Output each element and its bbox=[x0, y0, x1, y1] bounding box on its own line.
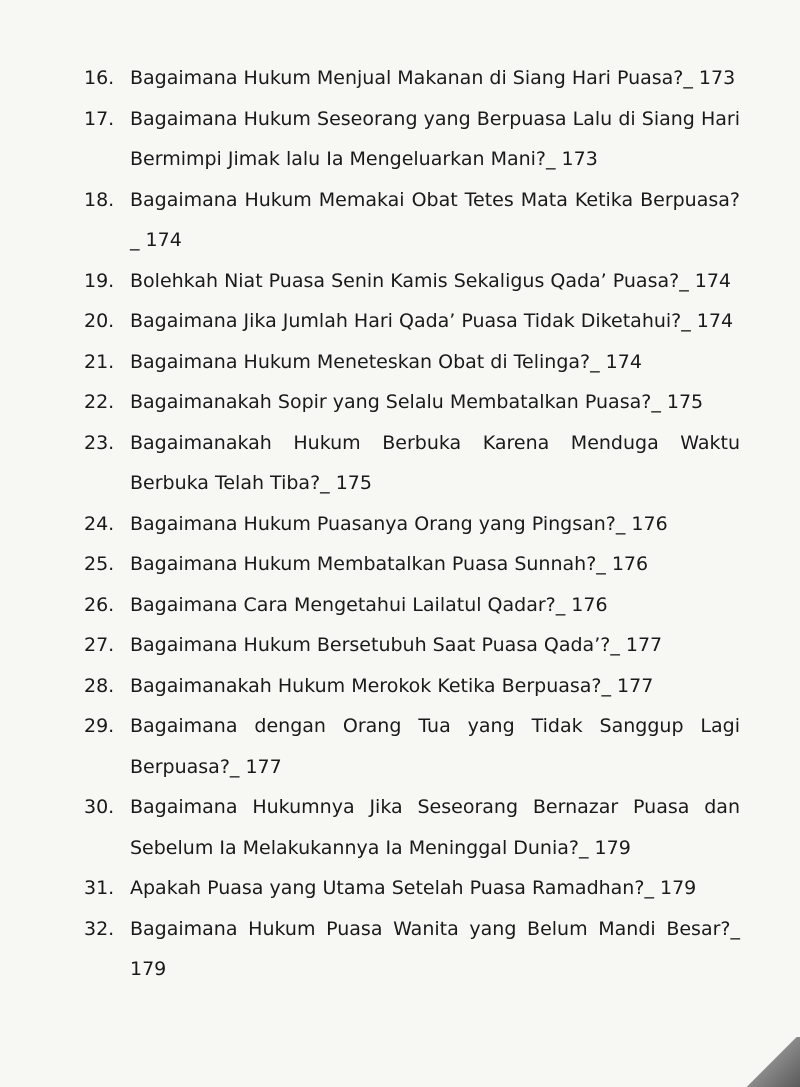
toc-entry bbox=[84, 342, 740, 383]
toc-entry bbox=[84, 909, 740, 990]
entry-title: Bagaimana Hukum Seseorang yang Berpuasa Lalu di Siang Hari Bermimpi Jimak lalu Ia Mengeluarkan Mani?_ 173 bbox=[130, 107, 740, 170]
entry-title: Bagaimanakah Sopir yang Selalu Membatalkan Puasa?_ 175 bbox=[130, 391, 704, 413]
entry-number: 17. bbox=[84, 107, 115, 130]
entry-number: 22. bbox=[84, 391, 115, 413]
entry-number: 30. bbox=[84, 796, 115, 818]
toc-entry bbox=[84, 382, 740, 423]
entry-number: 23. bbox=[84, 431, 115, 454]
page-corner-shadow bbox=[730, 1037, 800, 1087]
toc-entry bbox=[84, 99, 740, 180]
entry-number: 29. bbox=[84, 715, 115, 737]
entry-title: Bagaimana Hukum Puasa Wanita yang Belum Mandi Besar?_ 179 bbox=[130, 917, 740, 980]
entry-number: 16. bbox=[84, 67, 115, 89]
toc-entry bbox=[84, 625, 740, 666]
table-of-contents bbox=[84, 58, 740, 990]
entry-number: 32. bbox=[84, 917, 115, 940]
entry-number: 21. bbox=[84, 350, 115, 373]
toc-entry bbox=[84, 301, 740, 342]
entry-title: Bagaimana Hukum Meneteskan Obat di Telinga?_ 174 bbox=[130, 350, 642, 373]
entry-title: Bagaimana Hukumnya Jika Seseorang Bernazar Puasa dan Sebelum Ia Melakukannya Ia Meninggal Dunia?_ 179 bbox=[130, 796, 740, 859]
entry-number: 19. bbox=[84, 269, 115, 292]
entry-title: Bagaimana Hukum Puasanya Orang yang Pingsan?_ 176 bbox=[130, 512, 668, 535]
entry-title: Bagaimana Cara Mengetahui Lailatul Qadar?_ 176 bbox=[130, 593, 608, 616]
entry-number: 28. bbox=[84, 674, 115, 697]
entry-number: 18. bbox=[84, 188, 115, 211]
entry-number: 26. bbox=[84, 593, 115, 616]
toc-entry bbox=[84, 666, 740, 707]
entry-title: Bagaimana Jika Jumlah Hari Qada’ Puasa Tidak Diketahui?_ 174 bbox=[130, 310, 734, 332]
toc-entry bbox=[84, 868, 740, 909]
entry-title: Bagaimanakah Hukum Merokok Ketika Berpuasa?_ 177 bbox=[130, 674, 654, 697]
entry-title: Apakah Puasa yang Utama Setelah Puasa Ramadhan?_ 179 bbox=[130, 877, 697, 899]
toc-entry bbox=[84, 423, 740, 504]
toc-entry bbox=[84, 585, 740, 626]
toc-entry bbox=[84, 261, 740, 302]
entry-number: 31. bbox=[84, 877, 115, 899]
entry-number: 24. bbox=[84, 512, 115, 535]
toc-entry bbox=[84, 706, 740, 787]
entry-title: Bolehkah Niat Puasa Senin Kamis Sekaligus Qada’ Puasa?_ 174 bbox=[130, 269, 732, 292]
entry-title: Bagaimanakah Hukum Berbuka Karena Menduga Waktu Berbuka Telah Tiba?_ 175 bbox=[130, 431, 740, 494]
toc-entry bbox=[84, 787, 740, 868]
entry-number: 27. bbox=[84, 634, 115, 656]
entry-title: Bagaimana dengan Orang Tua yang Tidak Sanggup Lagi Berpuasa?_ 177 bbox=[130, 715, 740, 778]
entry-title: Bagaimana Hukum Memakai Obat Tetes Mata Ketika Berpuasa?_ 174 bbox=[130, 188, 740, 251]
entry-title: Bagaimana Hukum Bersetubuh Saat Puasa Qada’?_ 177 bbox=[130, 634, 663, 656]
entry-title: Bagaimana Hukum Membatalkan Puasa Sunnah?_ 176 bbox=[130, 553, 649, 575]
entry-title: Bagaimana Hukum Menjual Makanan di Siang Hari Puasa?_ 173 bbox=[130, 67, 736, 89]
entry-number: 20. bbox=[84, 310, 115, 332]
toc-entry bbox=[84, 544, 740, 585]
toc-entry bbox=[84, 58, 740, 99]
entry-number: 25. bbox=[84, 553, 115, 575]
toc-entry bbox=[84, 504, 740, 545]
toc-entry bbox=[84, 180, 740, 261]
